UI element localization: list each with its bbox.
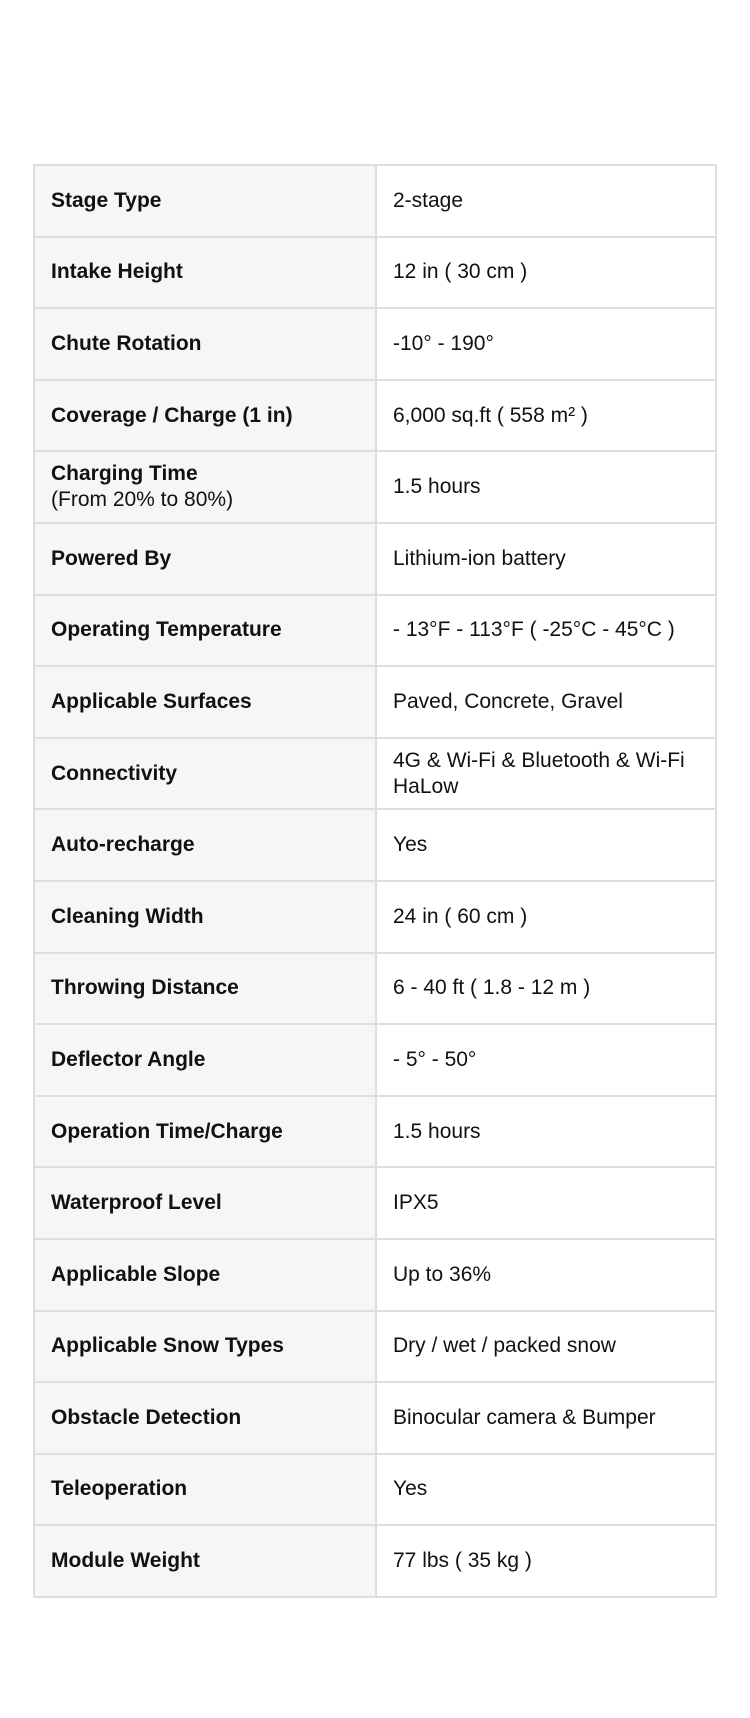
spec-label — [34, 881, 376, 953]
specifications-body — [34, 165, 716, 1597]
spec-row — [34, 523, 716, 595]
spec-value: 12 in ( 30 cm ) — [376, 237, 716, 309]
spec-label-text: Module Weight — [51, 1549, 200, 1573]
spec-row — [34, 1311, 716, 1383]
spec-label-text: Charging Time — [51, 462, 198, 486]
spec-label-text: Chute Rotation — [51, 331, 202, 355]
spec-value: Paved, Concrete, Gravel — [376, 666, 716, 738]
spec-row — [34, 953, 716, 1025]
spec-label-text: Connectivity — [51, 761, 178, 785]
spec-value: - 13°F - 113°F ( -25°C - 45°C ) — [376, 595, 716, 667]
spec-label — [34, 666, 376, 738]
spec-row — [34, 738, 716, 810]
spec-label — [34, 1454, 376, 1526]
spec-label-text: Cleaning Width — [51, 904, 204, 928]
spec-row — [34, 451, 716, 523]
spec-row — [34, 666, 716, 738]
spec-value: Dry / wet / packed snow — [376, 1311, 716, 1383]
spec-value: 24 in ( 60 cm ) — [376, 881, 716, 953]
spec-row — [34, 1239, 716, 1311]
spec-label-text: Throwing Distance — [51, 976, 239, 1000]
spec-label — [34, 308, 376, 380]
spec-label-text: Operation Time/Charge — [51, 1119, 283, 1143]
spec-label — [34, 451, 376, 523]
spec-value: Up to 36% — [376, 1239, 716, 1311]
spec-label-text: Deflector Angle — [51, 1047, 206, 1071]
spec-label — [34, 595, 376, 667]
spec-value: IPX5 — [376, 1167, 716, 1239]
spec-label-text: Coverage / Charge (1 in) — [51, 403, 293, 427]
spec-row — [34, 380, 716, 452]
spec-label — [34, 1239, 376, 1311]
spec-label — [34, 165, 376, 237]
spec-label — [34, 380, 376, 452]
spec-row — [34, 595, 716, 667]
spec-label-text: Waterproof Level — [51, 1191, 222, 1215]
spec-value: Yes — [376, 809, 716, 881]
spec-label — [34, 738, 376, 810]
spec-label-text: Powered By — [51, 546, 172, 570]
spec-row — [34, 1096, 716, 1168]
spec-row — [34, 165, 716, 237]
spec-value: Binocular camera & Bumper — [376, 1382, 716, 1454]
spec-label-text: Teleoperation — [51, 1477, 188, 1501]
spec-label — [34, 1311, 376, 1383]
spec-label-text: Applicable Slope — [51, 1262, 221, 1286]
spec-label — [34, 953, 376, 1025]
spec-label-text: Auto-recharge — [51, 833, 195, 857]
spec-label-text: Obstacle Detection — [51, 1405, 242, 1429]
spec-value: Yes — [376, 1454, 716, 1526]
spec-row — [34, 1454, 716, 1526]
spec-row — [34, 1167, 716, 1239]
spec-value: -10° - 190° — [376, 308, 716, 380]
spec-label — [34, 1024, 376, 1096]
spec-value: 2-stage — [376, 165, 716, 237]
spec-label-text: Stage Type — [51, 188, 162, 212]
spec-label-text: Applicable Snow Types — [51, 1334, 284, 1358]
spec-label — [34, 1096, 376, 1168]
spec-row — [34, 1024, 716, 1096]
spec-value: - 5° - 50° — [376, 1024, 716, 1096]
spec-row — [34, 1382, 716, 1454]
spec-value: 1.5 hours — [376, 1096, 716, 1168]
spec-sublabel: (From 20% to 80%) — [51, 488, 234, 512]
spec-value: 6,000 sq.ft ( 558 m² ) — [376, 380, 716, 452]
spec-label — [34, 1525, 376, 1597]
spec-label-text: Intake Height — [51, 260, 183, 284]
spec-label — [34, 1382, 376, 1454]
spec-label — [34, 1167, 376, 1239]
spec-row — [34, 809, 716, 881]
spec-row — [34, 881, 716, 953]
spec-value: 77 lbs ( 35 kg ) — [376, 1525, 716, 1597]
spec-row — [34, 237, 716, 309]
spec-label-text: Applicable Surfaces — [51, 689, 252, 713]
specifications-table — [33, 164, 717, 1598]
spec-label — [34, 523, 376, 595]
spec-row — [34, 308, 716, 380]
spec-value: 6 - 40 ft ( 1.8 - 12 m ) — [376, 953, 716, 1025]
spec-value: Lithium-ion battery — [376, 523, 716, 595]
spec-label — [34, 237, 376, 309]
spec-value: 4G & Wi-Fi & Bluetooth & Wi-Fi HaLow — [376, 738, 716, 810]
spec-label — [34, 809, 376, 881]
spec-value: 1.5 hours — [376, 451, 716, 523]
spec-label-text: Operating Temperature — [51, 618, 282, 642]
spec-row — [34, 1525, 716, 1597]
